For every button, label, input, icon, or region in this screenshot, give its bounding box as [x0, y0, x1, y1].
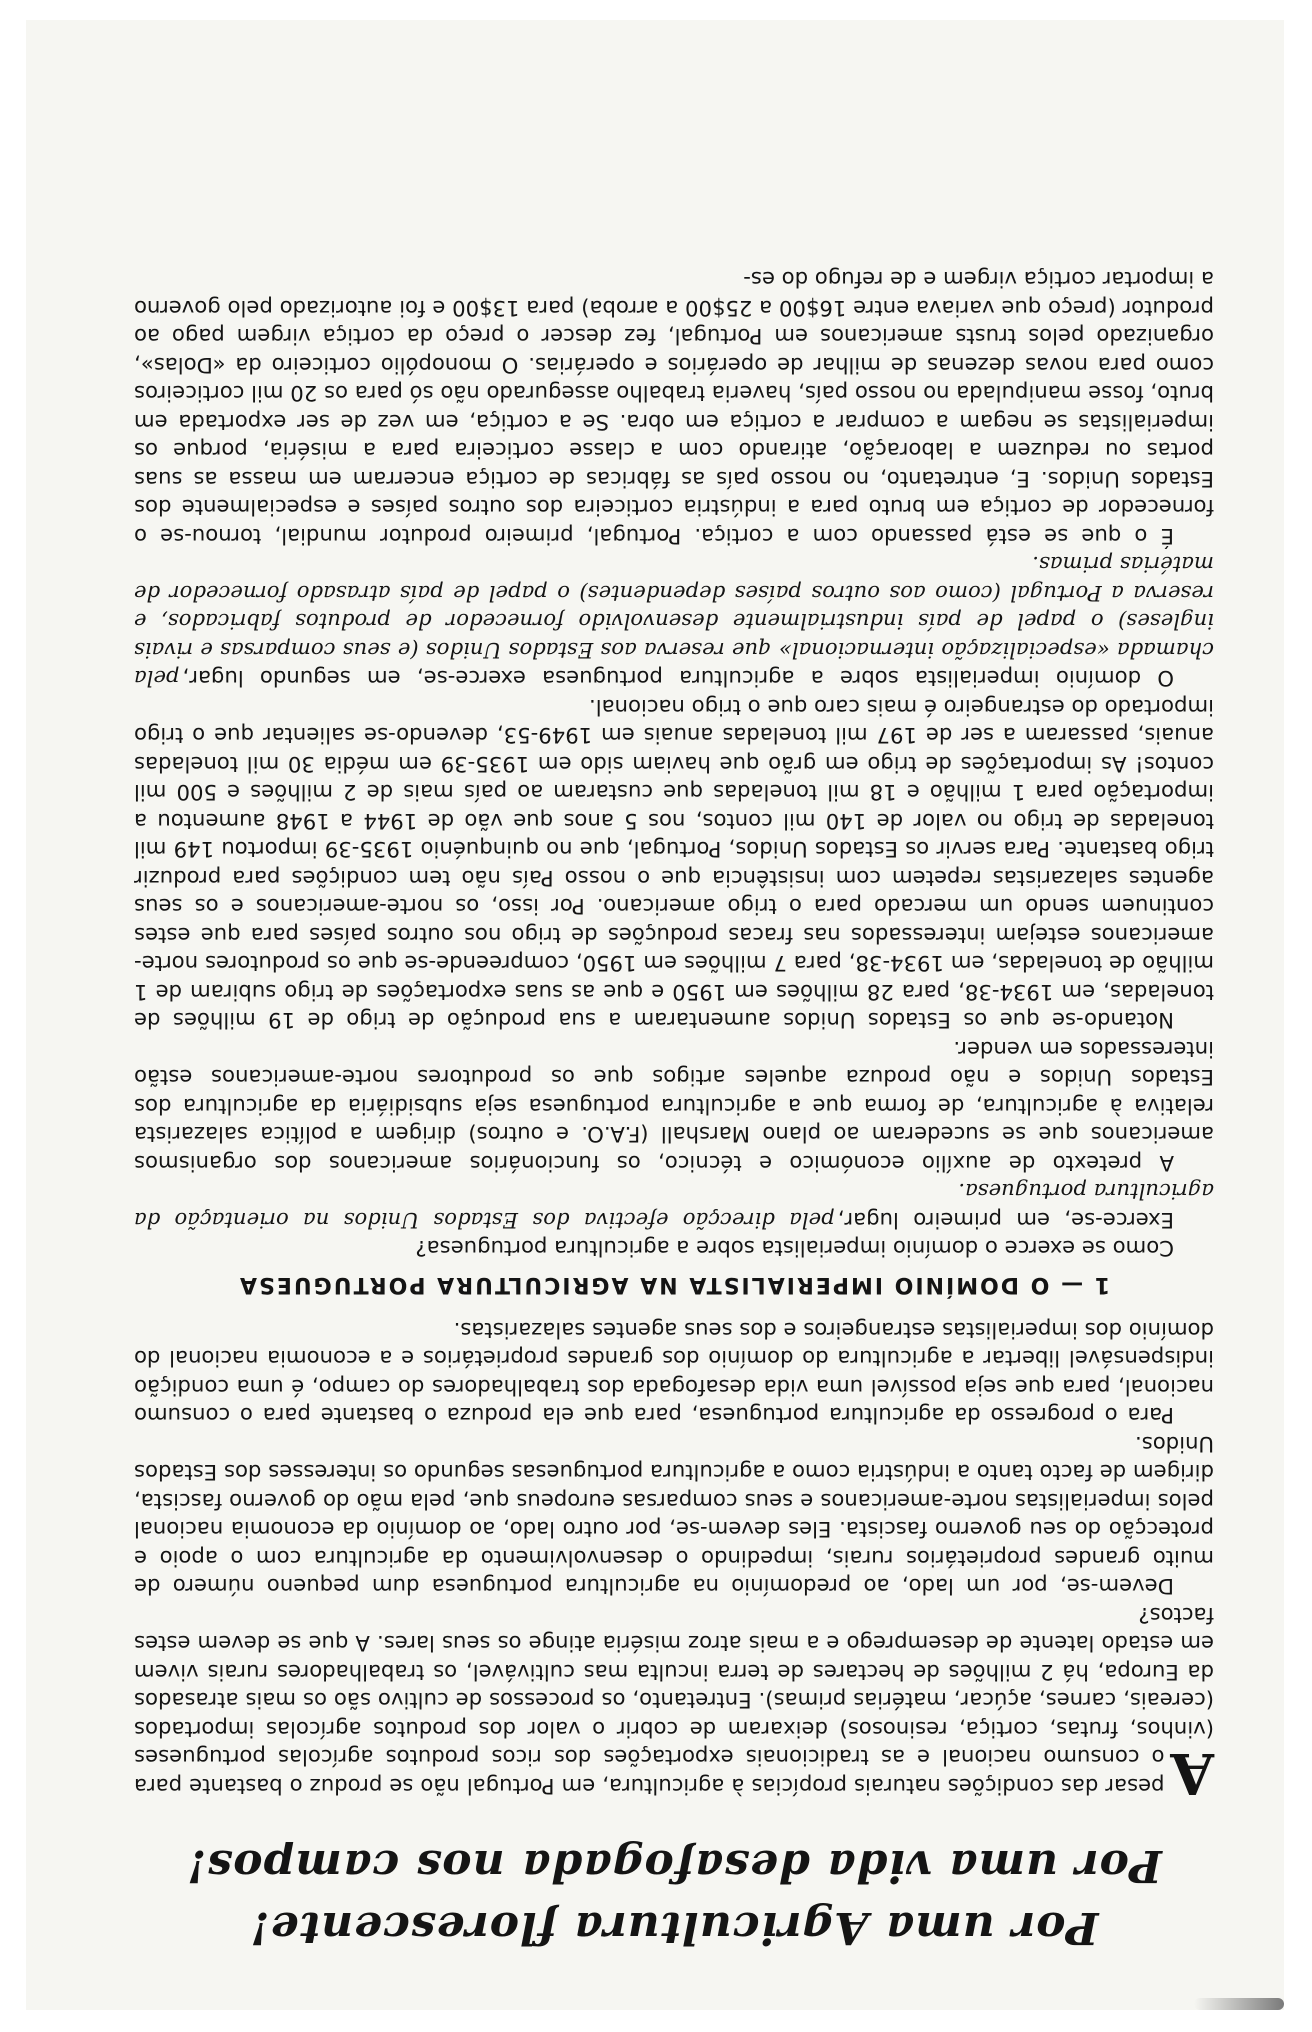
paragraph-text: pesar das condições naturais propícias à agricultura, em Portugal não se produz o bastante para o consumo nacional e as tradicionais exportações dos ricos produtos agrícolas portugueses (vinhos, frutas, cortiça, resinosos) deixaram de cobrir o valor dos produtos agrícolas importados (cereais, carnes, açúcar, matérias primas). Entretanto, os processos de cultivo são os mais atrasados da Europa, há 2 milhões de hectares de terra inculta mas cultivável, os trabalhadores rurais vivem em estado latente de desemprego e a mais atroz miséria atinge os seus lares. A que se devem estes factos?: [134, 1603, 1214, 1799]
article: [134, 265, 1214, 1958]
drop-cap: A: [1170, 1740, 1214, 1806]
section-paragraph-5: [134, 550, 1214, 693]
italic-emphasis: pela direcção efectiva dos Estados Unidos na orientação da agricultura portuguesa.: [134, 1179, 1214, 1233]
intro-paragraph-1: [134, 1601, 1214, 1806]
section-heading: 1 — O DOMÍNIO IMPERIALISTA NA AGRICULTURA PORTUGUESA: [237, 1272, 1111, 1298]
page-edge-stain: [1194, 1998, 1284, 2010]
section-paragraph-1: Como se exerce o domínio imperialista sobre a agricultura portuguesa?: [415, 1236, 1174, 1262]
section-paragraph-2: [134, 1177, 1214, 1234]
italic-emphasis: pela chamada «especialização internacional» que reserva aos Estados Unidos (e seus comparsas e rivais ingleses) o papel de país industrialmente desenvolvido fornecedor de produtos fabricados, e reserva a Portugal (como aos outros países dependentes) o papel de país atrasado fornecedor de matérias primas.: [134, 552, 1214, 692]
section-paragraph-3: A pretexto de auxílio económico e técnico, os funcionários americanos dos organismos americanos que se sucederam ao plano Marshall (F.A.O. e outros) dirigem a política salazarista relativa à agricultura, de forma que a agricultura portuguesa seja subsidiária da agricultura dos Estados Unidos e não produza aqueles artigos que os produtores norte-americanos estão interessados em vender.: [134, 1037, 1214, 1176]
intro-paragraph-3: Para o progresso da agricultura portuguesa, para que ela produza o bastante para o consumo nacional, para que seja possível uma vida desafogada dos trabalhadores do campo, é uma condição indispensável libertar a agricultura do domínio dos grandes proprietários e a economia nacional do domínio dos imperialistas estrangeiros e dos seus agentes salazaristas.: [134, 1318, 1214, 1429]
main-title: Por uma Agricultura florescente!: [249, 1902, 1099, 1953]
section-paragraph-6: É o que se está passando com a cortiça. Portugal, primeiro produtor mundial, tornou-se o fornecedor de cortiça em bruto para a indústria corticeira dos outros países e especialmente dos Estados Unidos. E, entretanto, no nosso país as fábricas de cortiça encerram em massa as suas portas ou reduzem a laboração, atirando com a classe corticeira para a miséria, porque os imperialistas se negam a comprar a cortiça em obra. Se a cortiça, em vez de ser exportada em bruto, fosse manipulada no nosso país, haveria trabalho assegurado não só para os 20 mil corticeiros como para novas dezenas de milhar de operários e operárias. O monopólio corticeiro da «Dolas», organizado pelos trusts americanos em Portugal, fez descer o preço da cortiça virgem pago ao produtor (preço que variava entre 16$00 a 25$00 a arroba) para 13$00 e foi autorizado pelo governo a importar cortiça virgem e de refugo do es-: [134, 267, 1214, 549]
document-page: [26, 20, 1284, 2010]
section-paragraph-4: Notando-se que os Estados Unidos aumentaram a sua produção de trigo de 19 milhões de toneladas, em 1934-38, para 28 milhões em 1950 e que as suas exportações de trigo subiram de 1 milhão de toneladas, em 1934-38, para 7 milhões em 1950, compreende-se que os produtores norte-americanos estejam interessados nas fracas produções de trigo nos outros países para que estes continuem sendo um mercado para o trigo americano. Por isso, os norte-americanos e os seus agentes salazaristas repetem com insistência que o nosso País não tem condições para produzir trigo bastante. Para servir os Estados Unidos, Portugal, que no quinquénio 1935-39 importou 149 mil toneladas de trigo no valor de 140 mil contos, nos 5 anos que vão de 1944 a 1948 aumentou a importação para 1 milhão e 18 mil toneladas que custaram ao país mais de 2 milhões e 500 mil contos! As importações de trigo em grão que haviam sido em 1935-39 em média 30 mil toneladas anuais, passaram a ser de 197 mil toneladas anuais em 1949-53, devendo-se salientar que o trigo importado do estrangeiro é mais caro que o trigo nacional.: [134, 695, 1214, 1034]
paragraph-text: Exerce-se, em primeiro lugar,: [837, 1208, 1174, 1233]
sub-title: Por uma vida desafogada nos campos!: [186, 1840, 1162, 1891]
intro-paragraph-2: Devem-se, por um lado, ao predomínio na agricultura portuguesa dum pequeno número de muito grandes proprietários rurais, impedindo o desenvolvimento da agricultura com o apoio e protecção do seu governo fascista. Eles devem-se, por outro lado, ao domínio da economia nacional pelos imperialistas norte-americanos e seus comparsas europeus que, pela mão do governo fascista, dirigem de facto tanto a indústria como a agricultura portuguesas segundo os interesses dos Estados Unidos.: [134, 1432, 1214, 1600]
paragraph-text: O domínio imperialista sobre a agricultura portuguesa exerce-se, em segundo lugar,: [182, 666, 1174, 692]
